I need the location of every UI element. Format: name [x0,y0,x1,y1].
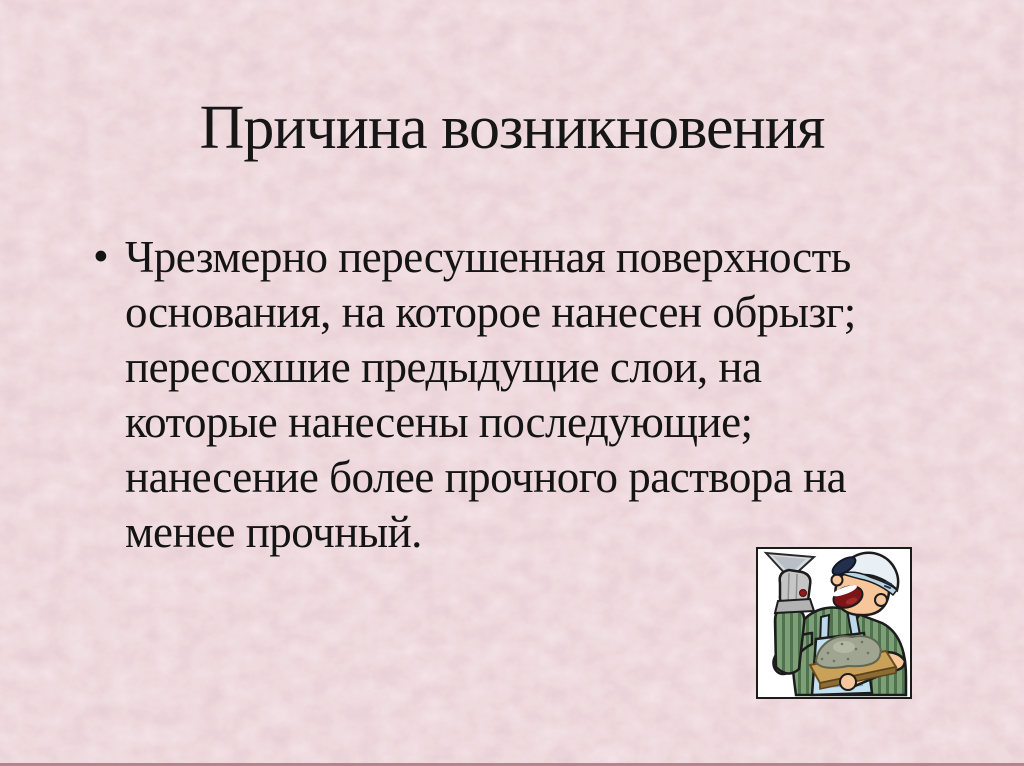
bullet-text-line-4: которые нанесены последующие; [125,397,753,447]
bullet-marker: • [93,231,109,281]
plasterer-with-trowel-and-mortar-board-icon [756,547,912,699]
bullet-list [91,230,913,560]
bullet-text-line-3: пересохшие предыдущие слои, на [125,342,762,392]
slide-title: Причина возникновения [199,94,825,162]
bullet-text-line-2: основания, на которое нанесен обрызг; [125,287,856,337]
bullet-text-line-6: менее прочный. [125,507,422,557]
bullet-text-line-1: Чрезмерно пересушенная поверхность [125,232,851,282]
bullet-text-line-5: нанесение более прочного раствора на [125,452,847,502]
